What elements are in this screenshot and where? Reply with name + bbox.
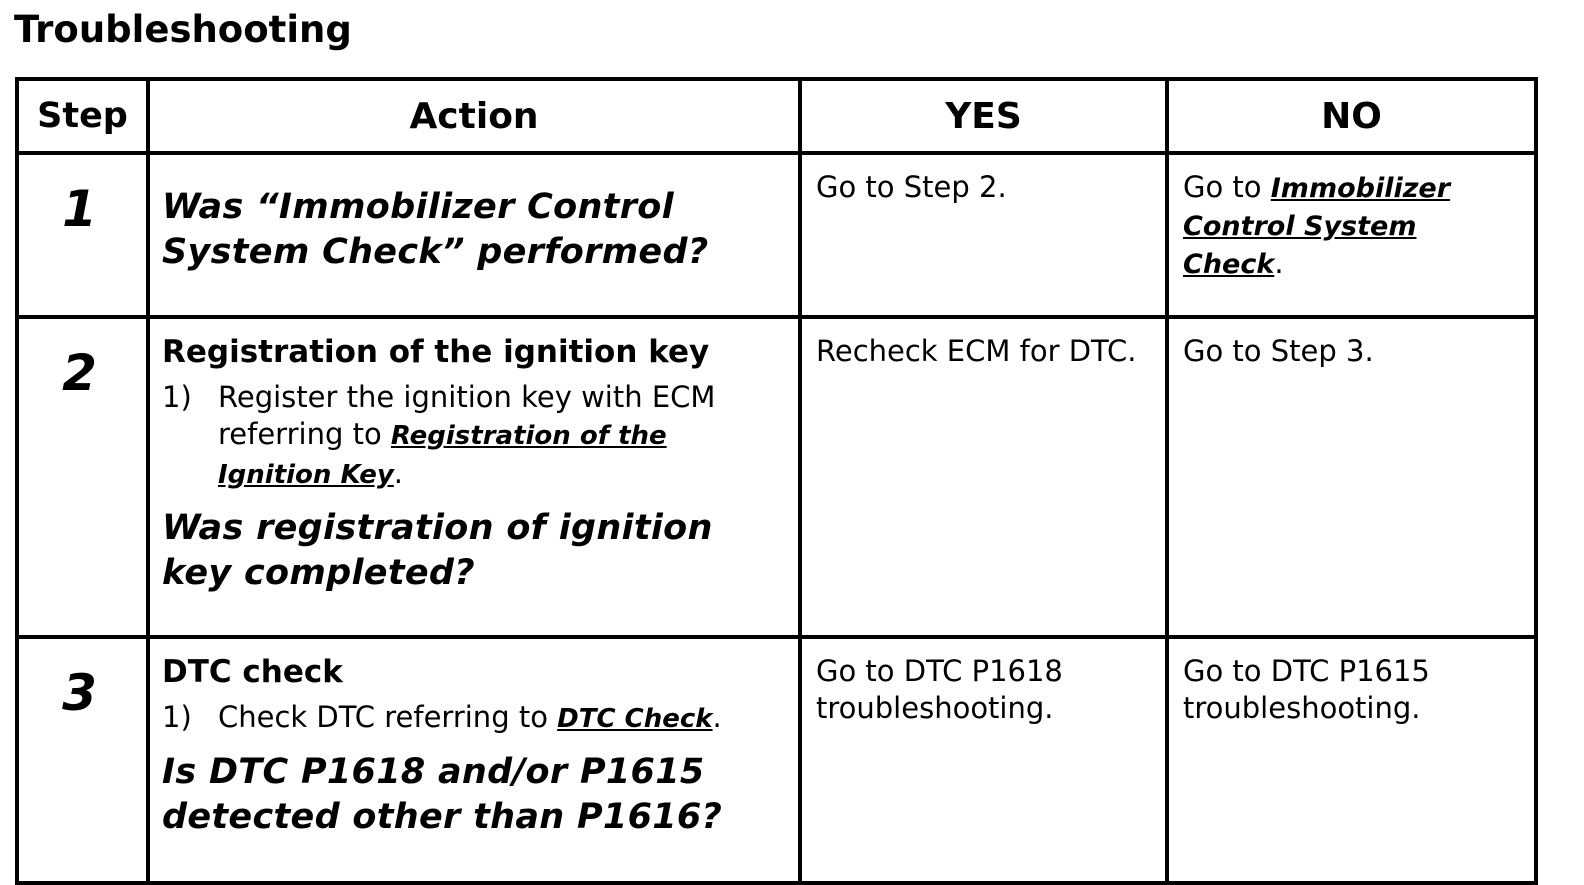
table-row (17, 637, 1536, 883)
step-number: 3 (62, 664, 97, 722)
substep-text (218, 379, 788, 494)
yes-text: Go to DTC P1618 troubleshooting. (816, 654, 1063, 725)
yes-cell (800, 153, 1167, 317)
table-row (17, 317, 1536, 637)
step-number: 2 (62, 344, 97, 402)
no-text: Go to DTC P1615 troubleshooting. (1183, 654, 1430, 725)
table-row (17, 153, 1536, 317)
substep-prefix: Check DTC referring to (218, 700, 558, 734)
step-cell (17, 153, 148, 317)
substep-prefix: Register the ignition key with ECM referring to (218, 380, 716, 451)
substep-suffix: . (393, 456, 403, 490)
yes-cell (800, 637, 1167, 883)
header-row (17, 79, 1536, 153)
action-heading: Registration of the ignition key (162, 334, 710, 370)
yes-text: Go to Step 2. (816, 170, 1007, 204)
yes-cell (800, 317, 1167, 637)
substep-suffix: . (712, 700, 722, 734)
no-text-suffix: . (1274, 246, 1284, 280)
page-title: Troubleshooting (14, 8, 352, 51)
no-cell (1167, 637, 1536, 883)
action-cell (148, 317, 800, 637)
column-header-no: NO (1167, 79, 1536, 153)
no-text-prefix: Go to (1183, 170, 1271, 204)
column-header-step: Step (17, 79, 148, 153)
step-cell (17, 317, 148, 637)
action-substep (162, 699, 788, 738)
action-heading: DTC check (162, 654, 343, 690)
action-substep (162, 379, 788, 494)
action-cell (148, 153, 800, 317)
action-question: Was registration of ignition key completed? (162, 508, 713, 593)
step-cell (17, 637, 148, 883)
no-text: Go to Step 3. (1183, 334, 1374, 368)
action-question: Is DTC P1618 and/or P1615 detected other than P1616? (162, 752, 723, 837)
dtc-check-link[interactable]: DTC Check (557, 704, 713, 734)
action-cell (148, 637, 800, 883)
immobilizer-check-link[interactable]: Immobilizer Control System Check (1183, 173, 1451, 280)
registration-ignition-key-link[interactable]: Registration of the Ignition Key (218, 421, 667, 490)
column-header-action: Action (148, 79, 800, 153)
no-cell (1167, 317, 1536, 637)
action-question: Was “Immobilizer Control System Check” performed? (162, 187, 709, 272)
substep-number: 1) (162, 380, 192, 414)
column-header-yes: YES (800, 79, 1167, 153)
substep-text (218, 699, 788, 738)
step-number: 1 (62, 180, 97, 238)
yes-text: Recheck ECM for DTC. (816, 334, 1137, 368)
substep-number: 1) (162, 700, 192, 734)
troubleshooting-table (15, 77, 1538, 885)
no-cell (1167, 153, 1536, 317)
